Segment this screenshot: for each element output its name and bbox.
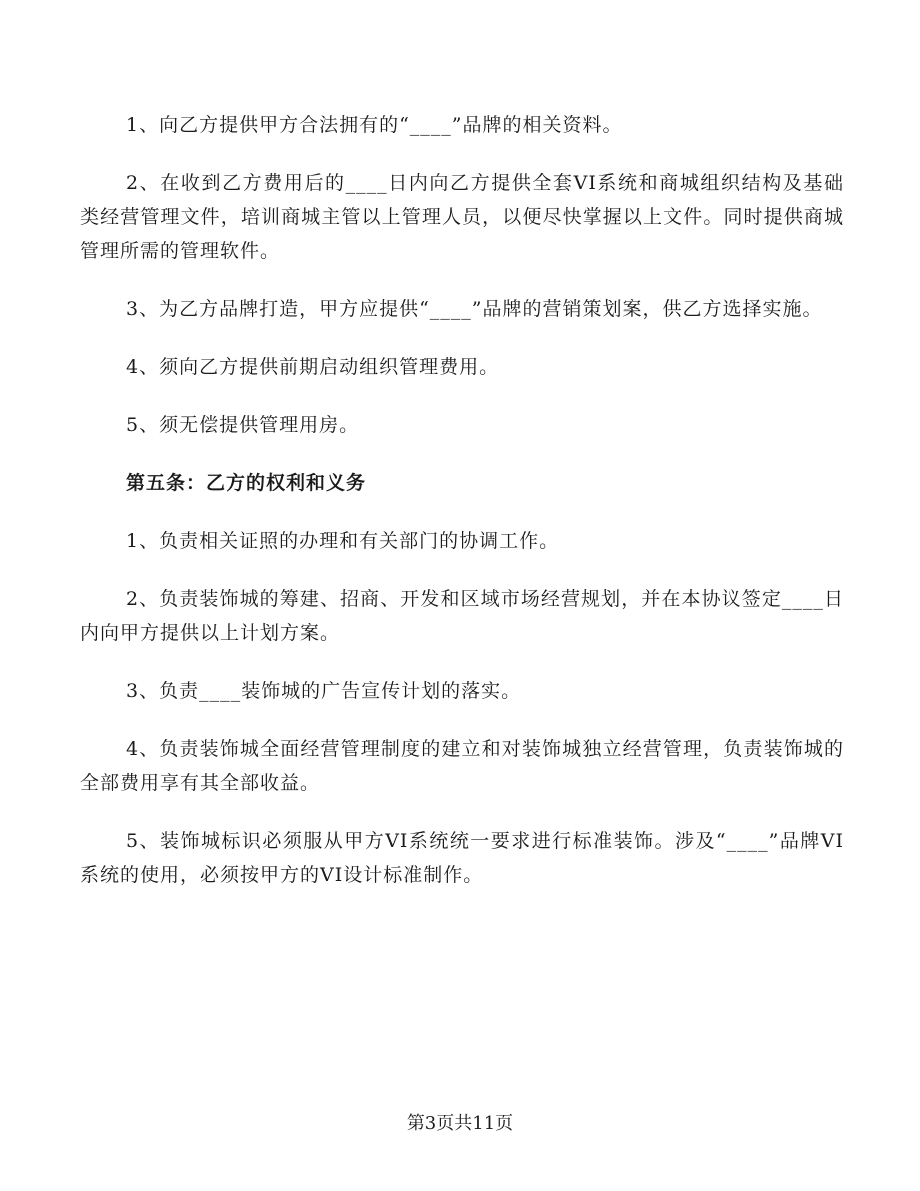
clause-b1: 1、负责相关证照的办理和有关部门的协调工作。: [126, 530, 560, 552]
clause-a1: 1、向乙方提供甲方合法拥有的“____”品牌的相关资料。: [126, 114, 623, 136]
clause-b3: 3、负责____装饰城的广告宣传计划的落实。: [126, 680, 522, 702]
clause-b4: 4、负责装饰城全面经营管理制度的建立和对装饰城独立经营管理，负责装饰城的全部费用享有其全部收益。: [80, 738, 844, 794]
clause-b5: 5、装饰城标识必须服从甲方VI系统统一要求进行标准装饰。涉及“____”品牌VI系统的使用，必须按甲方的VI设计标准制作。: [80, 830, 844, 886]
document-body: [80, 108, 844, 916]
clause-a5: 5、须无偿提供管理用房。: [126, 414, 360, 436]
clause-a2: 2、在收到乙方费用后的____日内向乙方提供全套VI系统和商城组织结构及基础类经营管理文件，培训商城主管以上管理人员，以便尽快掌握以上文件。同时提供商城管理所需的管理软件。: [80, 172, 844, 262]
section-heading: 第五条：乙方的权利和义务: [126, 472, 367, 494]
page-number: 第3页共11页: [406, 1113, 514, 1134]
clause-a4: 4、须向乙方提供前期启动组织管理费用。: [126, 356, 500, 378]
clause-a3: 3、为乙方品牌打造，甲方应提供“____”品牌的营销策划案，供乙方选择实施。: [126, 298, 823, 320]
clause-b2: 2、负责装饰城的筹建、招商、开发和区域市场经营规划，并在本协议签定____日内向甲方提供以上计划方案。: [80, 588, 844, 644]
